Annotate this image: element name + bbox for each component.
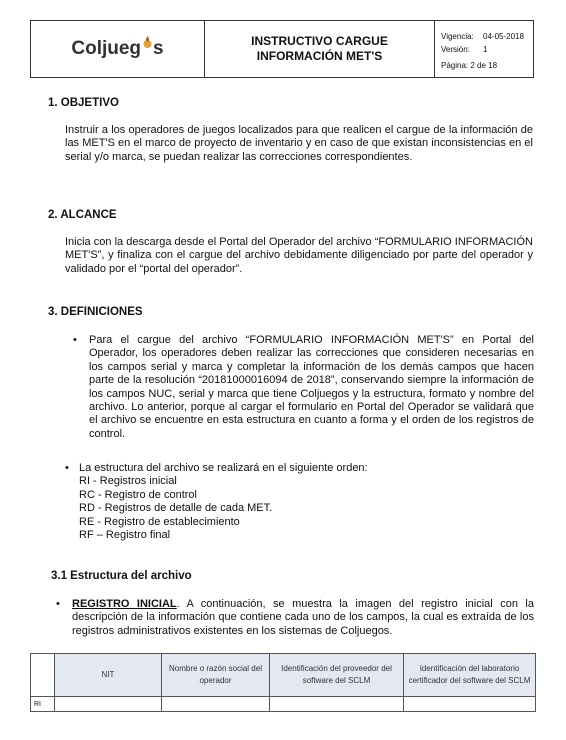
registro-inicial-table: [30, 653, 536, 712]
table-header-cell: Identificación del proveedor del software del SCLM: [270, 654, 404, 697]
registro-inicial-bullet: [56, 598, 534, 638]
table-cell: [55, 697, 162, 712]
registro-inicial-text: . A continuación, se muestra la imagen del registro inicial con la descripción de la información que contiene cada uno de los campos, la cual es extraída de los registros administrativos existentes en los sistemas de Coljuegos.: [72, 598, 534, 637]
bullet-dot-icon: •: [65, 462, 69, 474]
section-3-title: 3. DEFINICIONES: [48, 306, 143, 318]
list-item: RI - Registros inicial: [79, 475, 177, 488]
document-meta: [435, 21, 533, 77]
table-row: [31, 697, 536, 712]
section-3-1-title: 3.1 Estructura del archivo: [51, 570, 192, 582]
vigencia-label: Vigencia:: [441, 32, 474, 41]
section-1-title: 1. OBJETIVO: [48, 97, 119, 109]
version-value: 1: [483, 45, 488, 54]
section-1-text: Instruir a los operadores de juegos localizados para que realicen el cargue de la información de las MET'S en el marco de proyecto de inventario y en caso de que existan inconsistencias en el serial y/o marca, se puedan realizar las correcciones correspondientes.: [65, 124, 533, 163]
list-item: RC - Registro de control: [79, 488, 197, 501]
record-type-list: [79, 475, 519, 542]
table-header-cell: NIT: [55, 654, 162, 697]
list-item: RF – Registro final: [79, 529, 171, 542]
table-header-row: [31, 654, 536, 697]
list-item: RE - Registro de establecimiento: [79, 515, 240, 528]
version-label: Versión:: [441, 45, 470, 54]
document-title: [205, 21, 435, 77]
definition-bullet-1-text: Para el cargue del archivo “FORMULARIO INFORMACIÓN MET'S” en Portal del Operador, los operadores deben realizar las correcciones que consideren necesarias en los campos serial y marca y completar la información de los demás campos que hacen parte de la resolución “20181000016094 de 2018”, conservando siempre la información de los campos NUC, serial y marca que tiene Coljuegos y la estructura, formato y nombre del archivo. Lo anterior, porque al cargar el formulario en Portal del Operador se validará que el archivo se encuentre en esta estructura en cuanto a forma y el orden de los registros de control.: [89, 334, 534, 440]
registro-inicial-heading: REGISTRO INICIAL: [72, 598, 177, 610]
table-header-cell: Identificación del laboratorio certificador del software del SCLM: [404, 654, 536, 697]
list-item: RD - Registros de detalle de cada MET.: [79, 502, 273, 515]
table-header-cell: [31, 654, 55, 697]
bullet-dot-icon: •: [56, 598, 60, 610]
table-cell: [270, 697, 404, 712]
section-2-title: 2. ALCANCE: [48, 209, 117, 221]
logo-flame-icon: [142, 44, 153, 55]
table-cell: [162, 697, 270, 712]
row-label: RI: [31, 697, 55, 712]
coljuegos-logo: [31, 21, 205, 77]
definition-bullet-2-intro: La estructura del archivo se realizará en el siguiente orden:: [79, 462, 368, 474]
definition-bullet-2: [65, 462, 519, 542]
logo-text-b: s: [153, 38, 164, 59]
document-header: [30, 20, 534, 78]
title-line-2: INFORMACIÓN MET'S: [256, 49, 383, 63]
section-2-text: Inicia con la descarga desde el Portal del Operador del archivo “FORMULARIO INFORMACIÓN MET'S”, y finaliza con el cargue del archivo debidamente diligenciado por parte del operador y validado por el “portal del operador”.: [65, 236, 533, 275]
definition-bullet-1: [73, 334, 534, 441]
table-header-cell: Nombre o razón social del operador: [162, 654, 270, 697]
logo-text-a: Coljueg: [71, 38, 142, 59]
table-cell: [404, 697, 536, 712]
vigencia-value: 04-05-2018: [483, 32, 524, 41]
bullet-dot-icon: •: [73, 334, 77, 346]
title-line-1: INSTRUCTIVO CARGUE: [251, 34, 388, 48]
page-number: Página: 2 de 18: [441, 61, 498, 70]
